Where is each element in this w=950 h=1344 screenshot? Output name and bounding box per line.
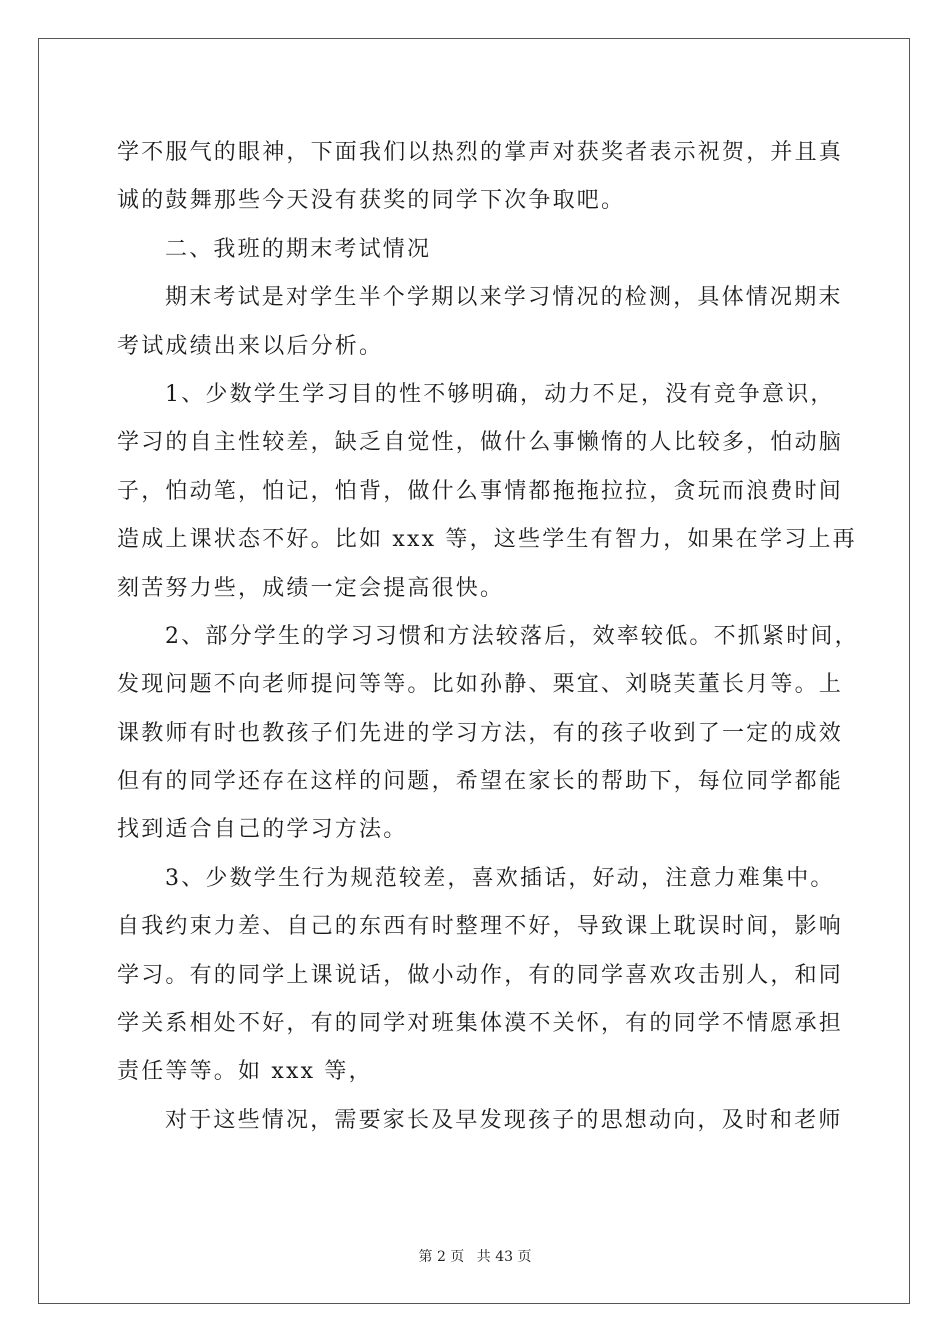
- text-line: 但有的同学还存在这样的问题，希望在家长的帮助下，每位同学都能: [117, 769, 844, 795]
- page-number: 第 2 页: [418, 1249, 465, 1265]
- text-line: 造成上课状态不好。比如 xxx 等，这些学生有智力，如果在学习上再: [117, 527, 857, 553]
- text-line: 学不服气的眼神，下面我们以热烈的掌声对获奖者表示祝贺，并且真: [117, 140, 844, 165]
- text-line: 学习。有的同学上课说话，做小动作，有的同学喜欢攻击别人，和同: [117, 962, 844, 988]
- text-line: 课教师有时也教孩子们先进的学习方法，有的孩子收到了一定的成效: [117, 720, 844, 746]
- text-line: 3、少数学生行为规范较差，喜欢插话，好动，注意力难集中。: [165, 865, 835, 891]
- text-line: 二、我班的期末考试情况: [165, 236, 432, 262]
- text-line: 责任等等。如 xxx 等，: [117, 1059, 373, 1085]
- page-total: 共 43 页: [476, 1249, 532, 1265]
- text-line: 2、部分学生的学习习惯和方法较落后，效率较低。不抓紧时间，: [165, 623, 859, 649]
- text-line: 自我约束力差、自己的东西有时整理不好，导致课上耽误时间，影响: [117, 914, 844, 940]
- text-line: 对于这些情况，需要家长及早发现孩子的思想动向，及时和老师: [165, 1107, 843, 1133]
- text-line: 学关系相处不好，有的同学对班集体漠不关怀，有的同学不情愿承担: [117, 1011, 844, 1037]
- page-footer: [0, 1246, 950, 1266]
- text-line: 刻苦努力些，成绩一定会提高很快。: [117, 575, 505, 601]
- text-line: 诚的鼓舞那些今天没有获奖的同学下次争取吧。: [117, 188, 626, 214]
- text-line: 发现问题不向老师提问等等。比如孙静、栗宜、刘晓芙董长月等。上: [117, 672, 844, 698]
- text-line: 学习的自主性较差，缺乏自觉性，做什么事懒惰的人比较多，怕动脑: [117, 430, 844, 456]
- text-line: 期末考试是对学生半个学期以来学习情况的检测，具体情况期末: [165, 285, 843, 311]
- text-line: 1、少数学生学习目的性不够明确，动力不足，没有竞争意识，: [165, 381, 835, 407]
- text-line: 子，怕动笔，怕记，怕背，做什么事情都拖拖拉拉，贪玩而浪费时间: [117, 478, 844, 504]
- text-line: 考试成绩出来以后分析。: [117, 333, 384, 359]
- text-line: 找到适合自己的学习方法。: [117, 817, 408, 843]
- document-body: [117, 129, 859, 1145]
